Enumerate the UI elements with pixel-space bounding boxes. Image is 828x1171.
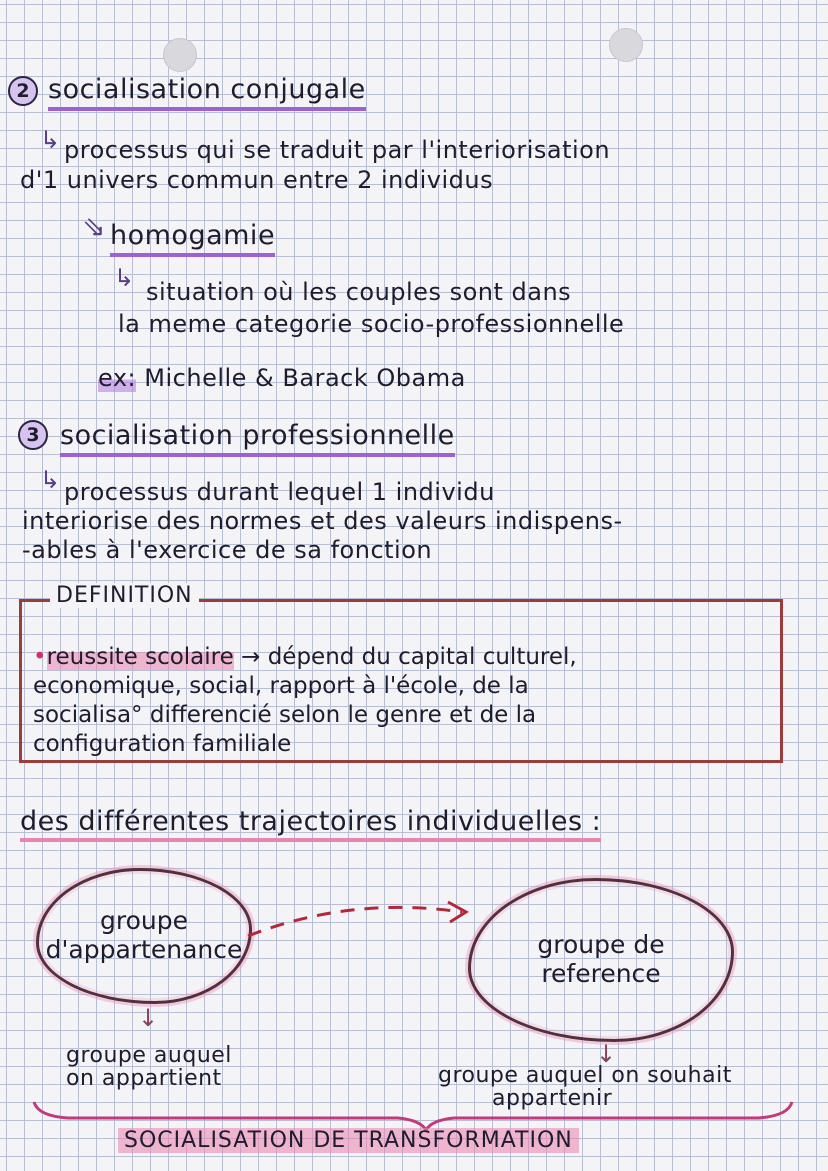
- section-number-2: 2: [8, 76, 38, 106]
- arrowhead-icon: [448, 902, 466, 922]
- section-number-3: 3: [18, 420, 48, 450]
- professionnelle-line-2: interiorise des normes et des valeurs indispens-: [22, 507, 623, 535]
- dashed-arrow-line: [248, 907, 462, 936]
- definition-label: DEFINITION: [50, 583, 199, 608]
- homogamie-line-2: la meme categorie socio-professionnelle: [118, 310, 625, 338]
- cloud-groupe-appartenance: groupe d'appartenance: [36, 868, 252, 1004]
- definition-line-4: configuration familiale: [33, 731, 292, 757]
- section-title-professionnelle: socialisation professionnelle: [60, 420, 455, 451]
- section-title-conjugale: socialisation conjugale: [48, 74, 366, 105]
- professionnelle-line-3: -ables à l'exercice de sa fonction: [22, 536, 433, 564]
- banner-socialisation-transformation: SOCIALISATION DE TRANSFORMATION: [118, 1128, 579, 1153]
- arrow-down-right-icon: ↳: [40, 466, 61, 494]
- punch-hole-right: [609, 28, 643, 62]
- homogamie-title: homogamie: [110, 220, 275, 251]
- arrow-down-right-icon: ↳: [114, 264, 135, 292]
- trajectoires-heading: des différentes trajectoires individuelles :: [20, 806, 601, 837]
- professionnelle-line-1: processus durant lequel 1 individu: [64, 478, 495, 506]
- right-caption: groupe auquel on souhait appartenir: [438, 1063, 732, 1112]
- definition-line-2: economique, social, rapport à l'école, de la: [33, 673, 529, 699]
- double-arrow-down-right-icon: ⇘: [82, 210, 106, 243]
- definition-line-1: •reussite scolaire → dépend du capital culturel,: [33, 644, 577, 670]
- conjugale-line-2: d'1 univers commun entre 2 individus: [20, 166, 494, 194]
- example-label: ex:: [98, 364, 137, 392]
- definition-line-3: socialisa° differencié selon le genre et de la: [33, 702, 537, 728]
- arrow-right-icon: →: [241, 644, 261, 670]
- arrow-down-icon: ↓: [138, 1004, 159, 1032]
- definition-term: reussite scolaire: [46, 644, 234, 670]
- example: [98, 364, 466, 392]
- cloud-groupe-reference: groupe de reference: [468, 878, 734, 1042]
- arrow-down-icon: ↓: [596, 1040, 617, 1068]
- arrow-down-right-icon: ↳: [40, 126, 61, 154]
- dashed-arrow: [240, 890, 480, 950]
- example-text: Michelle & Barack Obama: [144, 364, 466, 392]
- punch-hole-left: [163, 38, 197, 72]
- conjugale-line-1: processus qui se traduit par l'interiorisation: [64, 136, 611, 164]
- left-caption: groupe auquel on appartient: [66, 1043, 232, 1092]
- homogamie-line-1: situation où les couples sont dans: [146, 278, 572, 306]
- bullet-icon: •: [33, 644, 47, 670]
